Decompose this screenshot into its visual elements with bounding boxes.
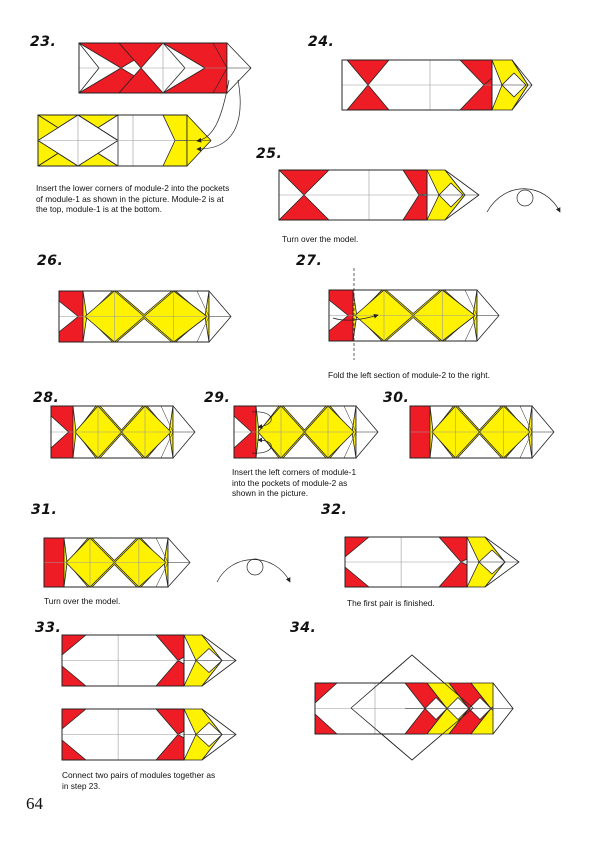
diagram-step-26 [59, 291, 231, 342]
step-number-32: 32. [321, 502, 348, 518]
step-number-34: 34. [290, 620, 317, 636]
caption-step-25: Turn over the model. [282, 234, 359, 244]
step-number-31: 31. [31, 502, 58, 518]
caption-step-23: Insert the lower corners of module-2 into the pockets of module-1 as shown in the picture. Module-2 is at the top, module-1 is at the bottom. [36, 183, 230, 214]
step-number-27: 27. [296, 253, 323, 269]
caption-step-31: Turn over the model. [44, 596, 121, 606]
diagram-step-33-top [62, 635, 236, 686]
step-number-30: 30. [383, 390, 410, 406]
turn-over-arrow [487, 189, 560, 212]
caption-step-29: Insert the left corners of module-1 into the pockets of module-2 as shown in the picture. [232, 467, 357, 498]
diagram-step-33-bottom [62, 709, 236, 760]
step-number-25: 25. [256, 146, 283, 162]
step-number-29: 29. [204, 390, 231, 406]
diagram-step-31 [44, 538, 290, 587]
caption-step-32: The first pair is finished. [347, 598, 435, 608]
page-number: 64 [26, 794, 43, 813]
diagram-step-28 [51, 406, 195, 458]
step-number-26: 26. [37, 253, 64, 269]
turn-over-arrow [217, 560, 290, 583]
diagram-step-24 [342, 60, 532, 110]
diagram-step-29 [234, 406, 378, 458]
diagram-step-23 [38, 43, 251, 166]
diagram-step-34 [315, 655, 513, 760]
step-number-24: 24. [308, 34, 335, 50]
step-number-33: 33. [35, 620, 62, 636]
step-number-28: 28. [33, 390, 60, 406]
caption-step-27: Fold the left section of module-2 to the right. [328, 370, 490, 380]
diagram-step-30 [410, 406, 554, 458]
diagram-step-27 [329, 268, 499, 360]
diagram-step-32 [345, 537, 519, 587]
diagram-step-25 [279, 170, 560, 220]
step-number-23: 23. [30, 34, 57, 50]
caption-step-33: Connect two pairs of modules together as in step 23. [62, 770, 216, 791]
